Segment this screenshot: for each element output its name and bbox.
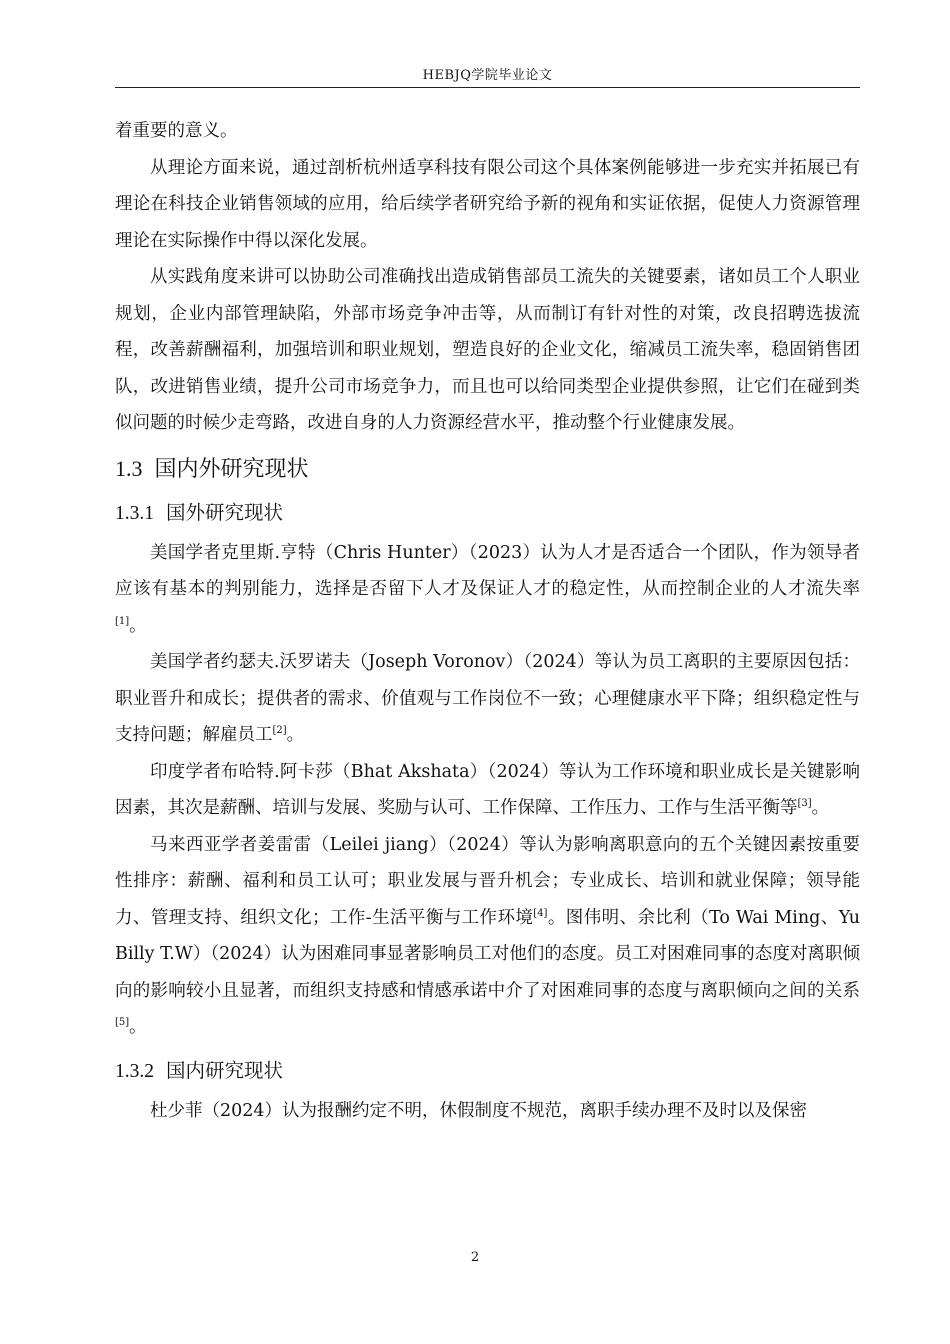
subsection-number: 1.3.2 [115, 1060, 154, 1082]
paragraph-bhat-akshata [115, 754, 860, 827]
paragraph-theoretical: 从理论方面来说，通过剖析杭州适享科技有限公司这个具体案例能够进一步充实并拓展已有理论在科技企业销售领域的应用，给后续学者研究给予新的视角和实证依据，促使人力资源管理理论在实际操作中得以深化发展。 [115, 157, 860, 251]
paragraph-tail: 。 [129, 1017, 147, 1037]
paragraph-tail: 。 [129, 615, 147, 636]
paragraph-tail: 。 [811, 798, 830, 818]
citation-ref: [2] [272, 725, 287, 737]
subsection-title: 国外研究现状 [166, 500, 284, 524]
subsection-title: 国内研究现状 [166, 1058, 284, 1082]
paragraph-significance-end: 着重要的意义。 [115, 121, 238, 141]
paragraph-chris-hunter [115, 535, 860, 645]
header-rule [115, 87, 860, 88]
section-heading-1-3-2 [115, 1052, 860, 1091]
paragraph-text: 美国学者克里斯.亨特（Chris Hunter）（2023）认为人才是否适合一个团队，作为领导者应该有基本的判别能力，选择是否留下人才及保证人才的稳定性，从而控制企业的人才流失率 [115, 542, 860, 599]
page-number: 2 [470, 1250, 480, 1265]
citation-ref: [4] [533, 907, 548, 919]
section-number: 1.3 [115, 455, 143, 481]
citation-ref: [3] [797, 798, 812, 810]
page-header: HEBJQ学院毕业论文 [422, 68, 553, 83]
document-body [115, 113, 860, 1129]
paragraph-text: 印度学者布哈特.阿卡莎（Bhat Akshata）（2024）等认为工作环境和职业成长是关键影响因素，其次是薪酬、培训与发展、奖励与认可、工作保障、工作压力、工作与生活平衡等 [115, 761, 860, 818]
paragraph-joseph-voronov [115, 644, 860, 754]
paragraph-practical: 从实践角度来讲可以协助公司准确找出造成销售部员工流失的关键要素，诸如员工个人职业规划，企业内部管理缺陷，外部市场竞争冲击等，从而制订有针对性的对策，改良招聘选拔流程，改善薪酬福利，加强培训和职业规划，塑造良好的企业文化，缩减员工流失率，稳固销售团队，改进销售业绩，提升公司市场竞争力，而且也可以给同类型企业提供参照，让它们在碰到类似问题的时候少走弯路，改进自身的人力资源经营水平，推动整个行业健康发展。 [115, 267, 860, 433]
citation-ref: [5] [115, 1017, 130, 1029]
paragraph-text: 马来西亚学者姜雷雷（Leilei jiang）（2024）等认为影响离职意向的五个关键因素按重要性排序：薪酬、福利和员工认可；职业发展与晋升机会；专业成长、培训和就业保障；领导能力、管理支持、组织文化；工作-生活平衡与工作环境 [115, 834, 860, 928]
paragraph-leilei-jiang [115, 827, 860, 1046]
section-title: 国内外研究现状 [154, 456, 309, 482]
citation-ref: [1] [115, 615, 130, 627]
section-heading-1-3 [115, 451, 860, 488]
subsection-number: 1.3.1 [115, 502, 154, 524]
section-heading-1-3-1 [115, 494, 860, 533]
paragraph-middle: 。图伟明、余比利（To Wai Ming、Yu Billy T.W）（2024）认为困难同事显著影响员工对他们的态度。员工对困难同事的态度对离职倾向的影响较小且显著，而组织支持感和情感承诺中介了对困难同事的态度与离职倾向之间的关系 [115, 907, 860, 1001]
paragraph-du-shaofei: 杜少菲（2024）认为报酬约定不明，休假制度不规范，离职手续办理不及时以及保密 [150, 1100, 808, 1121]
paragraph-tail: 。 [286, 725, 305, 745]
paragraph-text: 美国学者约瑟夫.沃罗诺夫（Joseph Voronov）（2024）等认为员工离职的主要原因包括：职业晋升和成长；提供者的需求、价值观与工作岗位不一致；心理健康水平下降；组织稳定性与支持问题；解雇员工 [115, 652, 860, 745]
